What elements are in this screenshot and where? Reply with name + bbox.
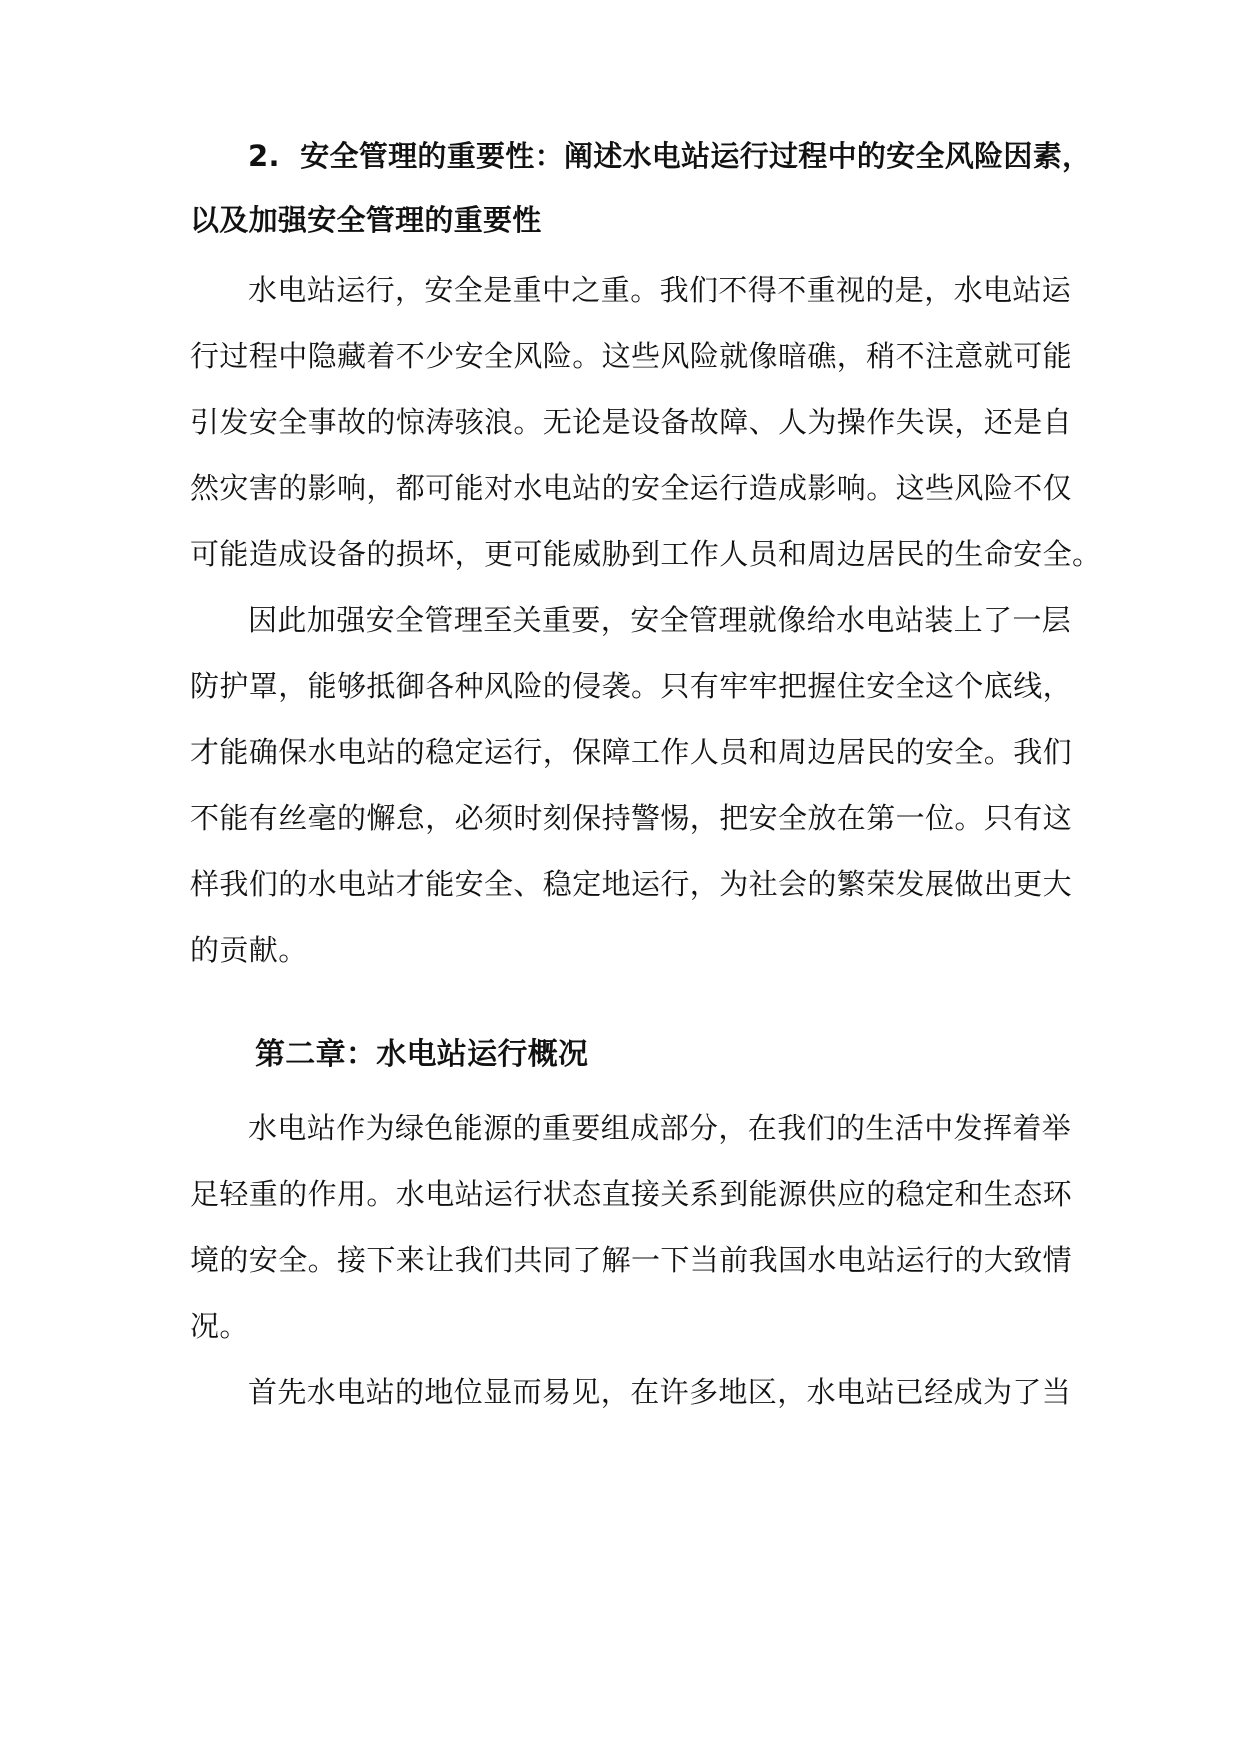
section-heading-text: 安全管理的重要性：阐述水电站运行过程中的安全风险因素， [300, 139, 1092, 173]
paragraph-line: 防护罩，能够抵御各种风险的侵袭。只有牢牢把握住安全这个底线， [190, 669, 1073, 703]
paragraph-line: 水电站运行，安全是重中之重。我们不得不重视的是，水电站运 [248, 273, 1072, 307]
paragraph-line: 行过程中隐藏着不少安全风险。这些风险就像暗礁，稍不注意就可能 [190, 339, 1073, 373]
paragraph-line: 然灾害的影响，都可能对水电站的安全运行造成影响。这些风险不仅 [190, 471, 1073, 505]
paragraph-line: 境的安全。接下来让我们共同了解一下当前我国水电站运行的大致情 [190, 1243, 1073, 1277]
paragraph-line: 况。 [190, 1309, 249, 1343]
paragraph-line: 首先水电站的地位显而易见，在许多地区，水电站已经成为了当 [248, 1375, 1072, 1409]
paragraph-line: 样我们的水电站才能安全、稳定地运行，为社会的繁荣发展做出更大 [190, 867, 1073, 901]
paragraph-line: 因此加强安全管理至关重要，安全管理就像给水电站装上了一层 [248, 603, 1072, 637]
paragraph-line: 不能有丝毫的懈怠，必须时刻保持警惕，把安全放在第一位。只有这 [190, 801, 1073, 835]
paragraph-line: 足轻重的作用。水电站运行状态直接关系到能源供应的稳定和生态环 [190, 1177, 1073, 1211]
section-number: 2. [248, 139, 280, 173]
chapter-title: 第二章：水电站运行概况 [255, 1037, 589, 1072]
section-heading-line-1 [248, 138, 1092, 174]
paragraph-line: 才能确保水电站的稳定运行，保障工作人员和周边居民的安全。我们 [190, 735, 1073, 769]
paragraph-line: 引发安全事故的惊涛骇浪。无论是设备故障、人为操作失误，还是自 [190, 405, 1073, 439]
paragraph-line: 水电站作为绿色能源的重要组成部分，在我们的生活中发挥着举 [248, 1111, 1072, 1145]
paragraph-line: 可能造成设备的损坏，更可能威胁到工作人员和周边居民的生命安全。 [190, 537, 1102, 571]
paragraph-line: 的贡献。 [190, 933, 308, 967]
section-heading-line-2: 以及加强安全管理的重要性 [190, 203, 542, 237]
